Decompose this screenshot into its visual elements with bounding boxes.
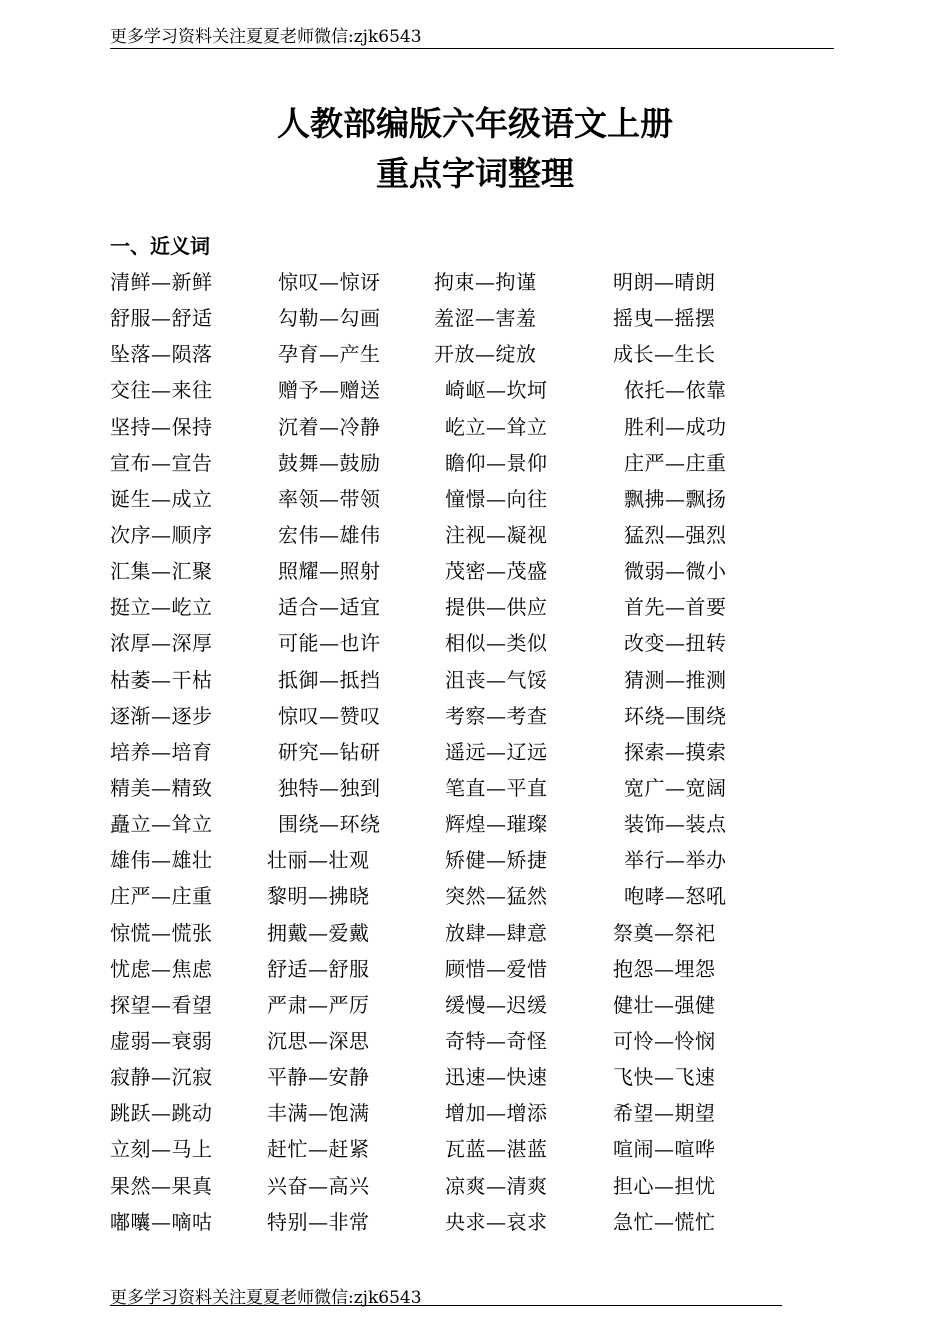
synonym-pair: 改变—扭转	[624, 631, 727, 656]
document-title: 人教部编版六年级语文上册	[277, 104, 673, 143]
synonym-pair: 放肆—肆意	[445, 920, 548, 945]
synonym-pair: 赠予—赠送	[278, 378, 381, 403]
synonym-pair: 提供—供应	[445, 595, 548, 620]
synonym-pair: 壮丽—壮观	[267, 848, 370, 873]
synonym-pair: 健壮—强健	[613, 992, 716, 1017]
synonym-pair: 猛烈—强烈	[624, 522, 727, 547]
synonym-row	[0, 1023, 950, 1059]
synonym-row	[0, 915, 950, 951]
synonym-pair: 祭奠—祭祀	[613, 920, 716, 945]
synonym-pair: 瓦蓝—湛蓝	[445, 1137, 548, 1162]
synonym-pair: 勾勒—勾画	[278, 306, 381, 331]
synonym-pair: 突然—猛然	[445, 884, 548, 909]
synonym-pair: 猜测—推测	[624, 667, 727, 692]
synonym-pair: 缓慢—迟缓	[445, 992, 548, 1017]
synonym-pair: 希望—期望	[613, 1101, 716, 1126]
synonym-pair: 奇特—奇怪	[445, 1028, 548, 1053]
synonym-pair: 探索—摸索	[624, 739, 727, 764]
synonym-pair: 黎明—拂晓	[267, 884, 370, 909]
synonym-pair: 考察—考查	[445, 703, 548, 728]
synonym-row	[0, 842, 950, 878]
synonym-pair: 诞生—成立	[110, 486, 213, 511]
page-header: 更多学习资料关注夏夏老师微信:zjk6543	[110, 26, 834, 49]
synonym-pair: 明朗—晴朗	[613, 270, 716, 294]
synonym-row	[0, 625, 950, 661]
synonym-pair: 憧憬—向往	[445, 486, 548, 511]
synonym-pair: 枯萎—干枯	[110, 667, 213, 692]
synonym-pair: 精美—精致	[110, 775, 213, 800]
synonym-pair: 次序—顺序	[110, 522, 213, 547]
synonym-row	[0, 1095, 950, 1131]
synonym-pair: 交往—来往	[110, 378, 213, 403]
synonym-pair: 适合—适宜	[278, 595, 381, 620]
synonym-pair: 瞻仰—景仰	[445, 450, 548, 475]
synonym-pair: 平静—安静	[267, 1065, 370, 1090]
synonym-pair: 清鲜—新鲜	[110, 270, 213, 294]
synonym-pair: 培养—培育	[110, 739, 213, 764]
synonym-row	[0, 1059, 950, 1095]
synonym-pair: 胜利—成功	[624, 414, 727, 439]
synonym-pair: 成长—生长	[613, 342, 716, 367]
synonym-pair: 探望—看望	[110, 992, 213, 1017]
synonym-pair: 坠落—陨落	[110, 342, 213, 367]
synonym-pair: 飞快—飞速	[613, 1065, 716, 1090]
synonym-pair: 舒适—舒服	[267, 956, 370, 981]
synonym-pair: 咆哮—怒吼	[624, 884, 727, 909]
synonym-row	[0, 372, 950, 408]
synonym-pair: 茂密—茂盛	[445, 559, 548, 584]
synonym-pair: 摇曳—摇摆	[613, 306, 716, 331]
synonym-row	[0, 1168, 950, 1204]
synonym-pair: 宽广—宽阔	[624, 775, 727, 800]
synonym-row	[0, 553, 950, 589]
synonym-pair: 鼓舞—鼓励	[278, 450, 381, 475]
synonym-row	[0, 734, 950, 770]
synonym-pair: 可怜—怜悯	[613, 1028, 716, 1053]
synonym-pair: 舒服—舒适	[110, 306, 213, 331]
synonym-pair: 严肃—严厉	[267, 992, 370, 1017]
synonym-pair: 挺立—屹立	[110, 595, 213, 620]
synonym-pair: 增加—增添	[445, 1101, 548, 1126]
synonym-row	[0, 336, 950, 372]
synonym-pair: 矗立—耸立	[110, 812, 213, 837]
synonym-pair: 宏伟—雄伟	[278, 522, 381, 547]
synonym-pair: 跳跃—跳动	[110, 1101, 213, 1126]
synonym-pair: 惊叹—赞叹	[278, 703, 381, 728]
synonym-pair: 飘拂—飘扬	[624, 486, 727, 511]
document-subtitle: 重点字词整理	[376, 154, 574, 193]
synonym-pair: 庄严—庄重	[110, 884, 213, 909]
synonym-pair: 笔直—平直	[445, 775, 548, 800]
synonym-pair: 拥戴—爱戴	[267, 920, 370, 945]
synonym-row	[0, 264, 950, 300]
synonym-pair: 忧虑—焦虑	[110, 956, 213, 981]
synonym-pair: 立刻—马上	[110, 1137, 213, 1162]
synonym-pair: 寂静—沉寂	[110, 1065, 213, 1090]
synonym-pair: 研究—钻研	[278, 739, 381, 764]
synonym-pair: 坚持—保持	[110, 414, 213, 439]
synonym-row	[0, 987, 950, 1023]
synonym-row	[0, 445, 950, 481]
synonym-pair: 逐渐—逐步	[110, 703, 213, 728]
synonym-row	[0, 770, 950, 806]
synonym-pair: 屹立—耸立	[445, 414, 548, 439]
synonym-pair: 举行—举办	[624, 848, 727, 873]
synonym-pair: 抱怨—埋怨	[613, 956, 716, 981]
synonym-pair: 矫健—矫捷	[445, 848, 548, 873]
synonym-row	[0, 878, 950, 914]
synonym-pair: 围绕—环绕	[278, 812, 381, 837]
synonym-row	[0, 662, 950, 698]
synonym-pair: 虚弱—衰弱	[110, 1028, 213, 1053]
synonym-pair: 喧闹—喧哗	[613, 1137, 716, 1162]
synonym-pair: 羞涩—害羞	[434, 306, 537, 331]
synonym-pair: 独特—独到	[278, 775, 381, 800]
synonym-pair: 可能—也许	[278, 631, 381, 656]
section-heading-synonyms: 一、近义词	[110, 234, 210, 258]
synonym-pair: 迅速—快速	[445, 1065, 548, 1090]
synonym-pair: 环绕—围绕	[624, 703, 727, 728]
synonym-row	[0, 300, 950, 336]
synonym-pair: 依托—依靠	[624, 378, 727, 403]
synonym-row	[0, 409, 950, 445]
synonym-pair: 凉爽—清爽	[445, 1173, 548, 1198]
synonym-pair: 沮丧—气馁	[445, 667, 548, 692]
synonym-row	[0, 589, 950, 625]
synonym-row	[0, 481, 950, 517]
synonym-pair: 浓厚—深厚	[110, 631, 213, 656]
synonym-pair: 相似—类似	[445, 631, 548, 656]
synonym-pair: 沉着—冷静	[278, 414, 381, 439]
synonym-pair: 沉思—深思	[267, 1028, 370, 1053]
synonym-pair: 照耀—照射	[278, 559, 381, 584]
synonym-pair: 兴奋—高兴	[267, 1173, 370, 1198]
synonym-pair: 率领—带领	[278, 486, 381, 511]
synonym-pair: 首先—首要	[624, 595, 727, 620]
synonym-pair: 崎岖—坎坷	[445, 378, 548, 403]
synonym-pair: 抵御—抵挡	[278, 667, 381, 692]
synonym-pair: 顾惜—爱惜	[445, 956, 548, 981]
synonym-pair: 赶忙—赶紧	[267, 1137, 370, 1162]
page-footer: 更多学习资料关注夏夏老师微信:zjk6543	[110, 1287, 782, 1306]
synonym-pair: 特别—非常	[267, 1209, 370, 1234]
synonym-row	[0, 698, 950, 734]
synonym-pair: 遥远—辽远	[445, 739, 548, 764]
synonym-pair: 孕育—产生	[278, 342, 381, 367]
synonym-word-list	[0, 264, 950, 1240]
synonym-row	[0, 1131, 950, 1167]
synonym-pair: 丰满—饱满	[267, 1101, 370, 1126]
synonym-pair: 装饰—装点	[624, 812, 727, 837]
synonym-pair: 嘟囔—嘀咕	[110, 1209, 213, 1234]
synonym-pair: 汇集—汇聚	[110, 559, 213, 584]
synonym-pair: 央求—哀求	[445, 1209, 548, 1234]
synonym-row	[0, 806, 950, 842]
synonym-row	[0, 951, 950, 987]
synonym-pair: 辉煌—璀璨	[445, 812, 548, 837]
synonym-pair: 果然—果真	[110, 1173, 213, 1198]
synonym-pair: 注视—凝视	[445, 522, 548, 547]
synonym-row	[0, 1204, 950, 1240]
synonym-pair: 急忙—慌忙	[613, 1209, 716, 1234]
synonym-pair: 宣布—宣告	[110, 450, 213, 475]
synonym-pair: 庄严—庄重	[624, 450, 727, 475]
synonym-row	[0, 517, 950, 553]
synonym-pair: 雄伟—雄壮	[110, 848, 213, 873]
synonym-pair: 担心—担忧	[613, 1173, 716, 1198]
synonym-pair: 微弱—微小	[624, 559, 727, 584]
synonym-pair: 惊慌—慌张	[110, 920, 213, 945]
synonym-pair: 拘束—拘谨	[434, 270, 537, 294]
synonym-pair: 惊叹—惊讶	[278, 270, 381, 294]
synonym-pair: 开放—绽放	[434, 342, 537, 367]
